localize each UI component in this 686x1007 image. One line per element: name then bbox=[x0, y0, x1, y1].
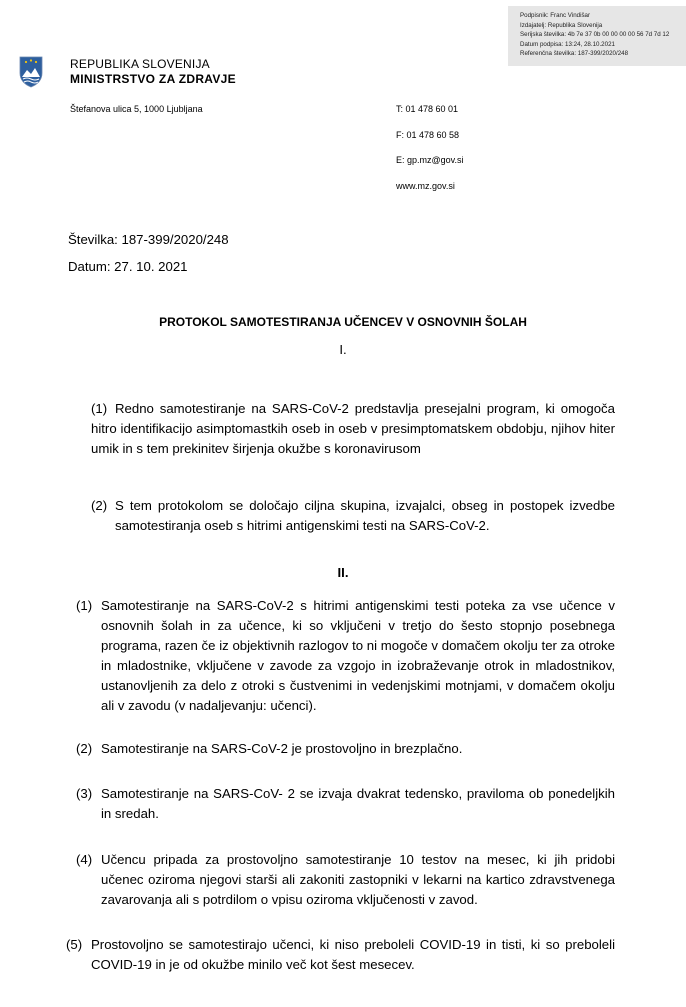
signature-issuer: Izdajatelj: Republika Slovenija bbox=[520, 21, 603, 29]
signature-reference: Referenčna številka: 187-399/2020/248 bbox=[520, 50, 629, 57]
contact-fax: F: 01 478 60 58 bbox=[396, 130, 460, 140]
document-title: PROTOKOL SAMOTESTIRANJA UČENCEV V OSNOVNIH ŠOLAH bbox=[159, 315, 527, 329]
coat-of-arms-icon bbox=[18, 56, 44, 88]
section-2-para-2 bbox=[101, 739, 615, 759]
section-2-heading: II. bbox=[337, 565, 349, 580]
section-1-para-2-text: S tem protokolom se določajo ciljna skupina, izvajalci, obseg in postopek izvedbe samotestiranja oseb s hitrimi antigenskimi testi na SARS-CoV-2. bbox=[115, 498, 615, 533]
section-2-para-2-text: Samotestiranje na SARS-CoV-2 je prostovoljno in brezplačno. bbox=[101, 741, 463, 756]
ministry-address: Štefanova ulica 5, 1000 Ljubljana bbox=[70, 104, 203, 114]
section-1-heading: I. bbox=[339, 342, 347, 357]
signature-serial: Serijska številka: 4b 7e 37 0b 00 00 00 00 56 7d 7d 12 bbox=[520, 31, 670, 38]
ministry-name: MINISTRSTVO ZA ZDRAVJE bbox=[70, 72, 236, 86]
section-2-para-3-text: Samotestiranje na SARS-CoV- 2 se izvaja dvakrat tedensko, praviloma ob ponedeljkih in sredah. bbox=[101, 786, 615, 821]
section-2-para-4 bbox=[101, 850, 615, 910]
section-2-para-1-text: Samotestiranje na SARS-CoV-2 s hitrimi antigenskimi testi poteka za vse učence v osnovnih šolah in za učence, ki so vključeni v tretjo do šesto stopnjo posebnega programa, razen če iz objektivnih razlogov to ni mogoče v domačem okolju ter za otroke in mladostnike, vključene v zavode za vzgojo in izobraževanje otrok in mladostnikov, ustanovljenih za delo z otroki s čustvenimi in vedenjskimi motnjami, v domačem okolju ali v zavodu (v nadaljevanju: učenci). bbox=[101, 598, 615, 713]
signature-signer: Podpisnik: Franc Vindišar bbox=[520, 12, 591, 19]
section-1-para-2 bbox=[115, 496, 615, 536]
section-2-para-5-text: Prostovoljno se samotestirajo učenci, ki niso preboleli COVID-19 in tisti, ki so preboleli COVID-19 in je od okužbe minilo več kot šest mesecev. bbox=[91, 937, 615, 972]
section-2-para-5 bbox=[91, 935, 615, 975]
section-2-para-1 bbox=[101, 596, 615, 716]
section-2-para-2-number: (2) bbox=[76, 741, 93, 756]
section-2-para-5-number: (5) bbox=[66, 937, 83, 952]
section-2-para-3-number: (3) bbox=[76, 786, 93, 801]
signature-date: Datum podpisa: 13:24, 28.10.2021 bbox=[520, 40, 615, 48]
contact-website: www.mz.gov.si bbox=[396, 181, 455, 191]
contact-email: E: gp.mz@gov.si bbox=[396, 155, 464, 165]
section-2-para-1-number: (1) bbox=[76, 598, 93, 613]
digital-signature-box bbox=[508, 6, 686, 66]
document-date: Datum: 27. 10. 2021 bbox=[68, 259, 188, 274]
section-1-para-2-number: (2) bbox=[91, 498, 108, 513]
section-2-para-4-number: (4) bbox=[76, 852, 93, 867]
section-2-para-4-text: Učencu pripada za prostovoljno samotestiranje 10 testov na mesec, ki jih pridobi učenec oziroma njegovi starši ali zakoniti zastopniki v lekarni na kartico zdravstvenega zavarovanja ali s potrdilom o vpisu oziroma vključenosti v zavod. bbox=[101, 852, 615, 907]
section-1-para-1-text: Redno samotestiranje na SARS-CoV-2 predstavlja presejalni program, ki omogoča hitro identifikacijo asimptomastkih oseb in oseb v presimptomatskem obdobju, njihov hiter umik in s tem prekinitev širjenja okužbe s koronavirusom bbox=[91, 401, 615, 456]
republic-name: REPUBLIKA SLOVENIJA bbox=[70, 57, 210, 71]
document-number: Številka: 187-399/2020/248 bbox=[68, 232, 229, 247]
section-1-para-1 bbox=[91, 399, 615, 459]
section-2-para-3 bbox=[101, 784, 615, 824]
section-1-para-1-number: (1) bbox=[91, 401, 108, 416]
contact-phone: T: 01 478 60 01 bbox=[396, 104, 459, 114]
